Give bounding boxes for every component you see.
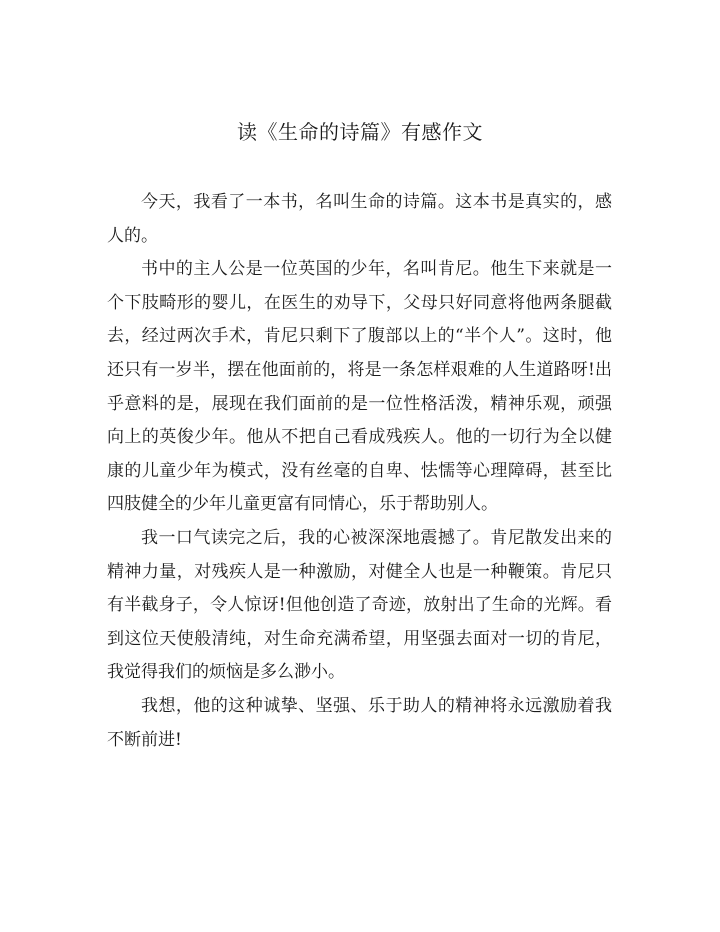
document-title: 读《生命的诗篇》有感作文 [237, 120, 483, 144]
paragraph-4: 我想，他的这种诚挚、坚强、乐于助人的精神将永远激励着我不断前进! [107, 695, 612, 750]
paragraph-3: 我一口气读完之后，我的心被深深地震撼了。肯尼散发出来的精神力量，对残疾人是一种激励，对健全人也是一种鞭策。肯尼只有半截身子，令人惊讶!但他创造了奇迹，放射出了生命的光辉。看到这位天使般清纯，对生命充满希望，用坚强去面对一切的肯尼，我觉得我们的烦恼是多么渺小。 [107, 527, 612, 683]
paragraph-1: 今天，我看了一本书，名叫生命的诗篇。这本书是真实的，感人的。 [107, 192, 612, 246]
paragraph-2: 书中的主人公是一位英国的少年，名叫肯尼。他生下来就是一个下肢畸形的婴儿，在医生的劝导下，父母只好同意将他两条腿截去，经过两次手术，肯尼只剩下了腹部以上的“半个人”。这时，他还只有一岁半，摆在他面前的，将是一条怎样艰难的人生道路呀!出乎意料的是，展现在我们面前的是一位性格活泼，精神乐观，顽强向上的英俊少年。他从不把自己看成残疾人。他的一切行为全以健康的儿童少年为模式，没有丝毫的自卑、怯懦等心理障碍，甚至比四肢健全的少年儿童更富有同情心，乐于帮助别人。 [107, 259, 612, 515]
document-body [107, 186, 612, 757]
